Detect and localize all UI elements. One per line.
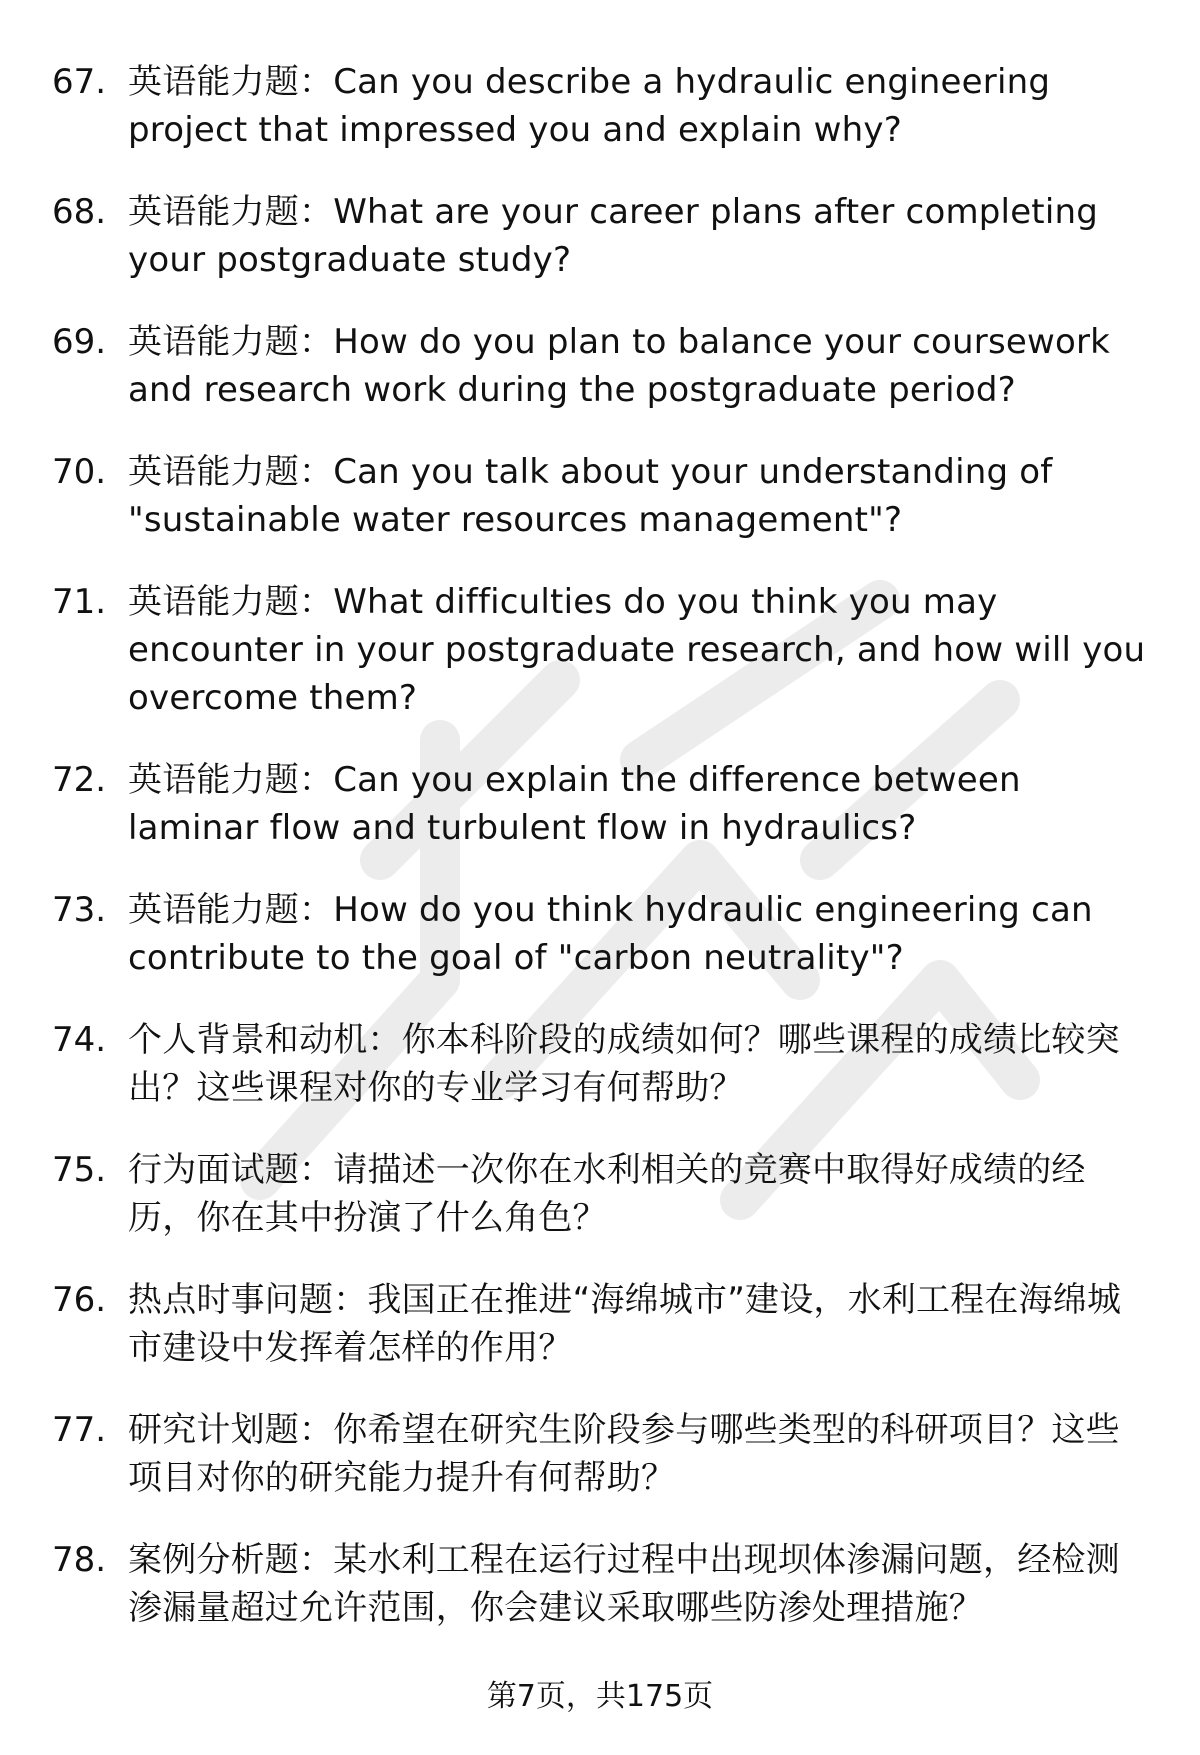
question-number: 75. (52, 1150, 107, 1190)
question-number: 76. (52, 1280, 107, 1320)
question-text: 案例分析题：某水利工程在运行过程中出现坝体渗漏问题，经检测渗漏量超过允许范围，你会建议采取哪些防渗处理措施？ (128, 1540, 1120, 1628)
question-text: 热点时事问题：我国正在推进“海绵城市”建设，水利工程在海绵城市建设中发挥着怎样的作用？ (128, 1280, 1122, 1368)
question-number: 74. (52, 1020, 107, 1060)
page-footer: 第7页，共175页 (486, 1679, 714, 1714)
question-item (52, 58, 1150, 154)
question-number: 70. (52, 452, 107, 492)
question-text: 个人背景和动机：你本科阶段的成绩如何？哪些课程的成绩比较突出？这些课程对你的专业学习有何帮助？ (128, 1020, 1120, 1108)
question-text: 研究计划题：你希望在研究生阶段参与哪些类型的科研项目？这些项目对你的研究能力提升有何帮助？ (128, 1410, 1120, 1498)
question-text: 英语能力题：How do you plan to balance your coursework and research work during the postgraduate period? (128, 322, 1111, 410)
question-text: 英语能力题：What are your career plans after completing your postgraduate study? (128, 192, 1099, 280)
question-number: 67. (52, 62, 107, 102)
question-number: 77. (52, 1410, 107, 1450)
question-item (52, 1276, 1150, 1372)
question-item (52, 756, 1150, 852)
question-number: 68. (52, 192, 107, 232)
question-number: 73. (52, 890, 107, 930)
question-item (52, 188, 1150, 284)
question-text: 英语能力题：Can you explain the difference between laminar flow and turbulent flow in hydraulics? (128, 760, 1021, 848)
question-text: 英语能力题：What difficulties do you think you may encounter in your postgraduate research, and how will you overcome them? (128, 582, 1146, 718)
question-list (52, 58, 1150, 1666)
question-number: 71. (52, 582, 107, 622)
question-item (52, 318, 1150, 414)
question-number: 78. (52, 1540, 107, 1580)
question-text: 英语能力题：How do you think hydraulic engineering can contribute to the goal of "carbon neutrality"? (128, 890, 1093, 978)
question-text: 英语能力题：Can you describe a hydraulic engineering project that impressed you and explain why? (128, 62, 1051, 150)
question-item (52, 1016, 1150, 1112)
question-item (52, 1406, 1150, 1502)
question-text: 英语能力题：Can you talk about your understanding of "sustainable water resources management"? (128, 452, 1053, 540)
question-item (52, 448, 1150, 544)
question-item (52, 1146, 1150, 1242)
question-item (52, 886, 1150, 982)
question-item (52, 1536, 1150, 1632)
question-number: 72. (52, 760, 107, 800)
question-item (52, 578, 1150, 722)
question-number: 69. (52, 322, 107, 362)
question-text: 行为面试题：请描述一次你在水利相关的竞赛中取得好成绩的经历，你在其中扮演了什么角色？ (128, 1150, 1086, 1238)
